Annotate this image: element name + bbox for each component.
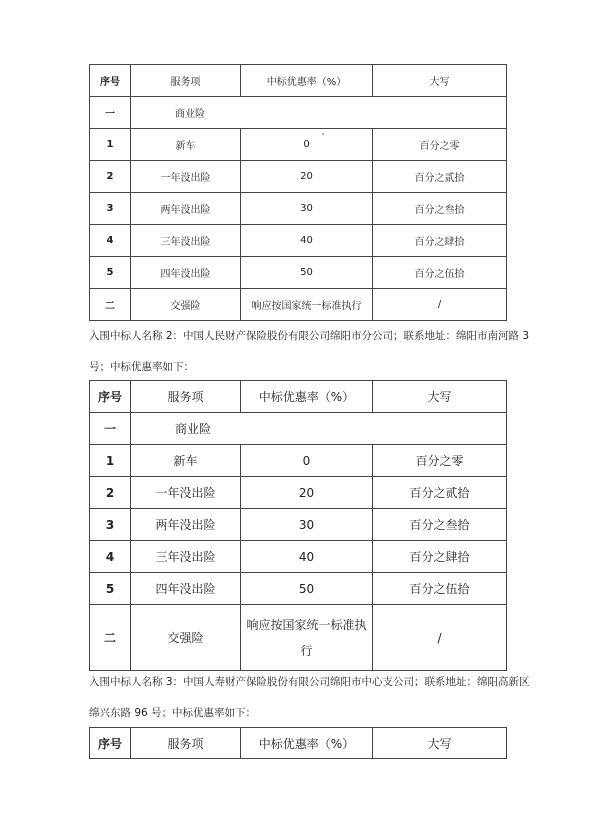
section-label: 商业险 [131,413,507,445]
row-no: 2 [90,161,131,193]
row-no: 1 [90,129,131,161]
row-item: 两年没出险 [131,509,241,541]
row-item: 四年没出险 [131,573,241,605]
row-upper: 百分之贰拾 [373,477,507,509]
table-header-row [90,381,507,413]
row-no: 2 [90,477,131,509]
table-header-row [90,728,507,759]
row-item: 交强险 [131,289,241,321]
row-no: 3 [90,193,131,225]
row-item: 四年没出险 [131,257,241,289]
header-service: 服务项 [131,728,241,759]
section-row [90,605,507,671]
row-item: 交强险 [131,605,241,671]
header-rate: 中标优惠率（%） [241,381,373,413]
row-rate: 40 [241,541,373,573]
row-rate: 50 [241,573,373,605]
row-item: 三年没出险 [131,541,241,573]
section-no: 一 [90,413,131,445]
row-no: 3 [90,509,131,541]
scan-speck [322,133,324,135]
header-no: 序号 [90,65,131,97]
row-item: 两年没出险 [131,193,241,225]
row-rate: 20 [241,161,373,193]
section-row [90,97,507,129]
row-no: 4 [90,541,131,573]
row-upper: 百分之零 [373,445,507,477]
section-row [90,289,507,321]
table-row [90,129,507,161]
row-item: 新车 [131,129,241,161]
row-rate: 40 [241,225,373,257]
row-rate: 20 [241,477,373,509]
header-upper: 大写 [373,381,507,413]
bidder-2-info-line1: 入围中标人名称 2：中国人民财产保险股份有限公司绵阳市分公司；联系地址：绵阳市南河路 3 [89,330,530,342]
table-row [90,257,507,289]
row-item: 一年没出险 [131,477,241,509]
row-rate: 50 [241,257,373,289]
row-no: 4 [90,225,131,257]
header-service: 服务项 [131,381,241,413]
header-rate: 中标优惠率（%） [241,65,373,97]
row-no: 5 [90,573,131,605]
row-upper: 百分之叁拾 [373,509,507,541]
row-rate: 30 [241,193,373,225]
table-row [90,193,507,225]
row-upper: 百分之肆拾 [373,225,507,257]
row-upper: / [373,289,507,321]
bidder-2-info-line2: 号；中标优惠率如下： [89,361,194,373]
header-no: 序号 [90,728,131,759]
row-item: 三年没出险 [131,225,241,257]
table-header-row [90,65,507,97]
row-rate: 响应按国家统一标准执行 [241,289,373,321]
bid-table-1 [89,64,507,321]
row-upper: 百分之零 [373,129,507,161]
row-rate: 0 [241,445,373,477]
row-rate: 30 [241,509,373,541]
table-row [90,573,507,605]
bidder-3-info-line1: 入围中标人名称 3：中国人寿财产保险股份有限公司绵阳市中心支公司；联系地址：绵阳高新区 [89,676,530,688]
row-upper: / [373,605,507,671]
row-upper: 百分之伍拾 [373,573,507,605]
row-item: 新车 [131,445,241,477]
row-upper: 百分之叁拾 [373,193,507,225]
rate-line-1: 响应按国家统一标准执 [246,617,367,632]
row-upper: 百分之伍拾 [373,257,507,289]
header-service: 服务项 [131,65,241,97]
table-row [90,541,507,573]
section-no: 二 [90,289,131,321]
row-item: 一年没出险 [131,161,241,193]
table-row [90,161,507,193]
row-rate: 0 [241,129,373,161]
table-row [90,445,507,477]
header-rate: 中标优惠率（%） [241,728,373,759]
header-no: 序号 [90,381,131,413]
section-no: 二 [90,605,131,671]
row-no: 1 [90,445,131,477]
rate-line-2: 行 [300,643,313,658]
bid-table-2 [89,380,507,671]
table-row [90,509,507,541]
row-upper: 百分之肆拾 [373,541,507,573]
table-row [90,477,507,509]
row-upper: 百分之贰拾 [373,161,507,193]
section-no: 一 [90,97,131,129]
section-row [90,413,507,445]
bidder-3-info-line2: 绵兴东路 96 号；中标优惠率如下： [89,707,257,719]
bid-table-3 [89,727,507,759]
row-rate [241,605,373,671]
header-upper: 大写 [373,728,507,759]
section-label: 商业险 [131,97,507,129]
header-upper: 大写 [373,65,507,97]
row-no: 5 [90,257,131,289]
table-row [90,225,507,257]
